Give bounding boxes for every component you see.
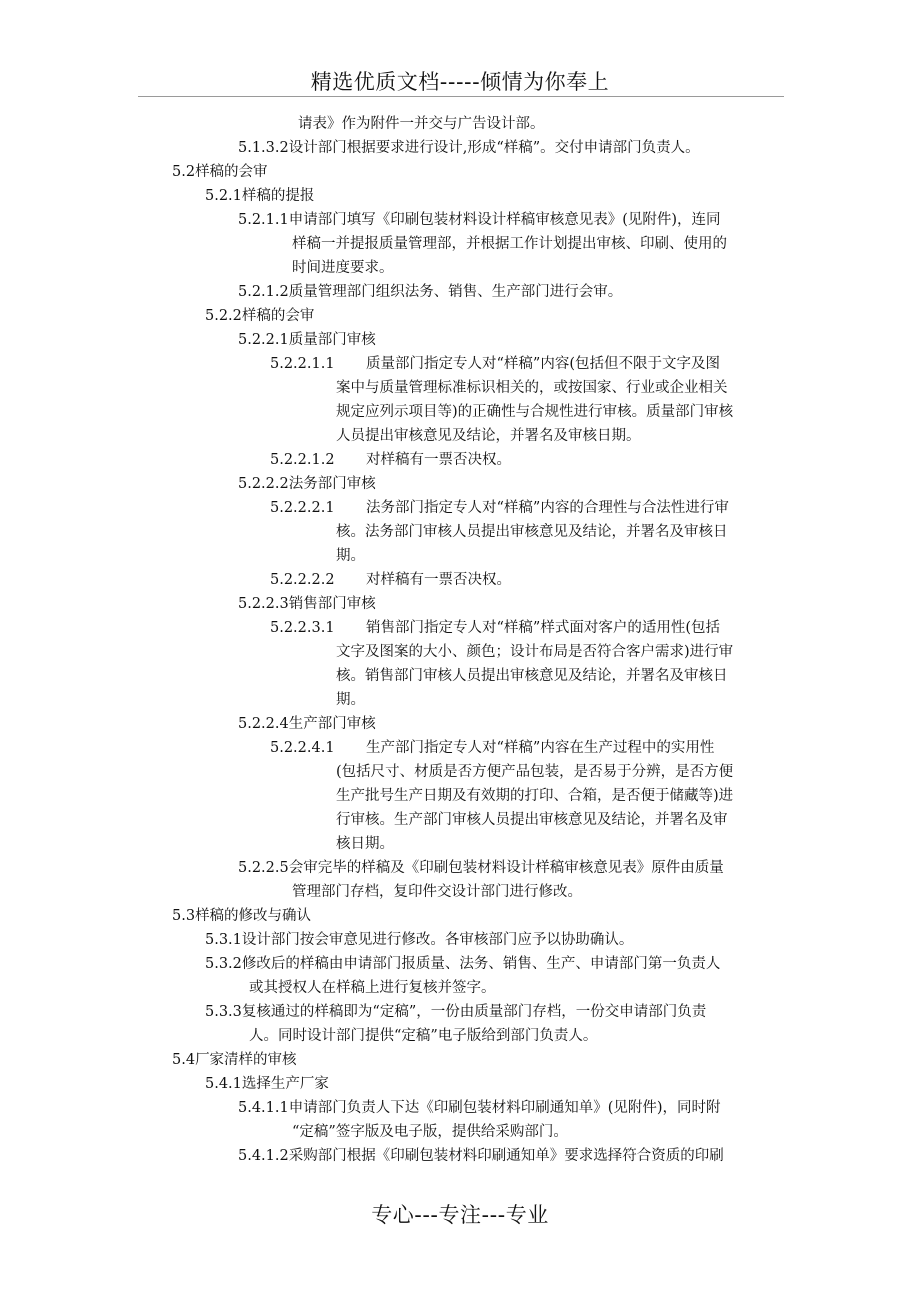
line-text: 样稿的提报 [241, 188, 315, 204]
line-text: 对样稿有一票否决权。 [366, 452, 511, 468]
line-text: 设计部门按会审意见进行修改。各审核部门应予以协助确认。 [241, 932, 634, 948]
document-line [0, 208, 920, 232]
line-text: 期。 [336, 692, 365, 708]
document-line [0, 760, 920, 784]
document-line [0, 808, 920, 832]
section-number: 5.2.2.3.1 [270, 620, 335, 636]
line-text: 人员提出审核意见及结论，并署名及审核日期。 [336, 428, 641, 444]
line-text: 厂家清样的审核 [195, 1052, 297, 1068]
section-number: 5.3.1 [205, 932, 242, 948]
section-number: 5.2.2.2.2 [270, 572, 335, 588]
line-text: 修改后的样稿由申请部门报质量、法务、销售、生产、申请部门第一负责人 [241, 956, 721, 972]
document-line [0, 568, 920, 592]
line-text: 或其授权人在样稿上进行复核并签字。 [249, 980, 496, 996]
document-line [0, 280, 920, 304]
section-number: 5.2.2.4.1 [270, 740, 335, 756]
line-text: 法务部门指定专人对“样稿”内容的合理性与合法性进行审 [366, 500, 729, 516]
section-number: 5.4.1.1 [238, 1100, 289, 1116]
section-number: 5.2.2.2.1 [270, 500, 335, 516]
line-text: “定稿”签字版及电子版，提供给采购部门。 [292, 1124, 568, 1140]
line-text: (包括尺寸、材质是否方便产品包装，是否易于分辨，是否方便 [336, 764, 734, 780]
line-text: 采购部门根据《印刷包装材料印刷通知单》要求选择符合资质的印刷 [288, 1148, 724, 1164]
document-line [0, 880, 920, 904]
line-text: 会审完毕的样稿及《印刷包装材料设计样稿审核意见表》原件由质量 [288, 860, 724, 876]
section-number: 5.4 [172, 1052, 196, 1068]
line-text: 请表》作为附件一并交与广告设计部。 [298, 116, 545, 132]
document-line [0, 952, 920, 976]
line-text: 生产批号生产日期及有效期的打印、合箱，是否便于储藏等)进 [336, 788, 734, 804]
section-number: 5.2.2.1 [238, 332, 289, 348]
line-text: 对样稿有一票否决权。 [366, 572, 511, 588]
document-line [0, 592, 920, 616]
line-text: 选择生产厂家 [241, 1076, 329, 1092]
document-line [0, 640, 920, 664]
document-line [0, 184, 920, 208]
line-text: 案中与质量管理标准标识相关的，或按国家、行业或企业相关 [336, 380, 728, 396]
line-text: 人。同时设计部门提供“定稿”电子版给到部门负责人。 [249, 1028, 598, 1044]
section-number: 5.2.1.2 [238, 284, 289, 300]
document-line [0, 1048, 920, 1072]
document-line [0, 136, 920, 160]
document-line [0, 328, 920, 352]
line-text: 申请部门负责人下达《印刷包装材料印刷通知单》(见附件)，同时附 [288, 1100, 721, 1116]
line-text: 样稿的会审 [195, 164, 268, 180]
document-line [0, 304, 920, 328]
document-line [0, 712, 920, 736]
line-text: 销售部门指定专人对“样稿”样式面对客户的适用性(包括 [366, 620, 720, 636]
document-line [0, 1000, 920, 1024]
line-text: 样稿一并提报质量管理部，并根据工作计划提出审核、印刷、使用的 [292, 236, 727, 252]
line-text: 核。法务部门审核人员提出审核意见及结论，并署名及审核日 [336, 524, 728, 540]
document-line [0, 1120, 920, 1144]
document-line [0, 496, 920, 520]
line-text: 申请部门填写《印刷包装材料设计样稿审核意见表》(见附件)，连同 [288, 212, 721, 228]
line-text: 质量部门审核 [288, 332, 376, 348]
section-number: 5.3.3 [205, 1004, 242, 1020]
line-text: 生产部门指定专人对“样稿”内容在生产过程中的实用性 [366, 740, 715, 756]
line-text: 法务部门审核 [288, 476, 376, 492]
document-line [0, 928, 920, 952]
line-text: 管理部门存档，复印件交设计部门进行修改。 [292, 884, 582, 900]
document-line [0, 688, 920, 712]
line-text: 质量部门指定专人对“样稿”内容(包括但不限于文字及图 [366, 356, 720, 372]
document-line [0, 400, 920, 424]
section-number: 5.3.2 [205, 956, 242, 972]
document-line [0, 856, 920, 880]
line-text: 生产部门审核 [288, 716, 376, 732]
section-number: 5.2.2.4 [238, 716, 289, 732]
document-line [0, 448, 920, 472]
section-number: 5.2.2.2 [238, 476, 289, 492]
document-line [0, 1144, 920, 1168]
line-text: 规定应列示项目等)的正确性与合规性进行审核。质量部门审核 [336, 404, 734, 420]
document-line [0, 112, 920, 136]
section-number: 5.1.3.2 [238, 140, 289, 156]
document-line [0, 616, 920, 640]
line-text: 复核通过的样稿即为“定稿”，一份由质量部门存档，一份交申请部门负责 [241, 1004, 707, 1020]
section-number: 5.3 [172, 908, 196, 924]
document-line [0, 1096, 920, 1120]
section-number: 5.2.2.1.1 [270, 356, 335, 372]
section-number: 5.4.1.2 [238, 1148, 289, 1164]
line-text: 行审核。生产部门审核人员提出审核意见及结论，并署名及审 [336, 812, 728, 828]
line-text: 样稿的修改与确认 [195, 908, 312, 924]
document-line [0, 736, 920, 760]
document-line [0, 976, 920, 1000]
document-line [0, 1072, 920, 1096]
document-line [0, 232, 920, 256]
document-line [0, 256, 920, 280]
document-line [0, 472, 920, 496]
document-line [0, 832, 920, 856]
page-footer: 专心---专注---专业 [371, 1203, 549, 1227]
line-text: 核。销售部门审核人员提出审核意见及结论，并署名及审核日 [336, 668, 728, 684]
document-line [0, 352, 920, 376]
document-line [0, 784, 920, 808]
line-text: 设计部门根据要求进行设计,形成“样稿”。交付申请部门负责人。 [288, 140, 700, 156]
section-number: 5.2.1.1 [238, 212, 289, 228]
line-text: 样稿的会审 [241, 308, 315, 324]
section-number: 5.2.2 [205, 308, 242, 324]
document-line [0, 904, 920, 928]
line-text: 质量管理部门组织法务、销售、生产部门进行会审。 [288, 284, 623, 300]
line-text: 核日期。 [336, 836, 394, 852]
document-line [0, 664, 920, 688]
section-number: 5.2.1 [205, 188, 242, 204]
document-line [0, 544, 920, 568]
document-line [0, 520, 920, 544]
document-line [0, 160, 920, 184]
section-number: 5.2.2.1.2 [270, 452, 335, 468]
section-number: 5.2.2.5 [238, 860, 289, 876]
header-divider [138, 96, 784, 97]
line-text: 时间进度要求。 [292, 260, 394, 276]
line-text: 文字及图案的大小、颜色；设计布局是否符合客户需求)进行审 [336, 644, 734, 660]
document-line [0, 1024, 920, 1048]
section-number: 5.2.2.3 [238, 596, 289, 612]
document-line [0, 376, 920, 400]
section-number: 5.4.1 [205, 1076, 242, 1092]
page-header: 精选优质文档-----倾情为你奉上 [310, 70, 610, 94]
line-text: 销售部门审核 [288, 596, 376, 612]
line-text: 期。 [336, 548, 365, 564]
document-line [0, 424, 920, 448]
section-number: 5.2 [172, 164, 196, 180]
document-body [0, 112, 920, 1168]
